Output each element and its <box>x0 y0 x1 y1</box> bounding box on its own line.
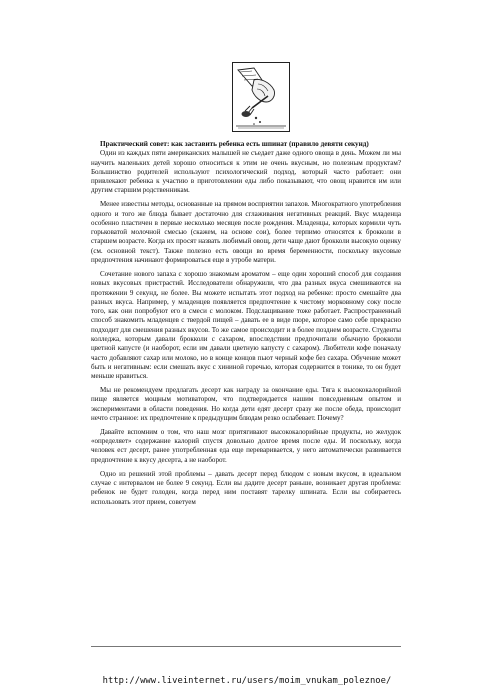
paragraph-2: Менее известны методы, основанные на прямом восприятии запахов. Многократного употребления одного и того же блюда бывает достаточно для сглаживания негативных реакций. Вкус младенца особенно пластичен в первые несколько месяцев после рождения. Младенцы, которых кормили чуть горьковатой молочной смесью (скажем, на основе сои), более терпимо относятся к брокколи в старшем возрасте. Когда их просят назвать любимый овощ, дети чаще дают брокколи высокую оценку (см. основной текст). Также полезно есть овощи во время беременности, поскольку вкусовые предпочтения начинают формироваться еще в утробе матери. <box>91 200 401 265</box>
paragraph-1: Один из каждых пяти американских малышей не съедает даже одного овоща в день. Можем ли мы научить маленьких детей хорошо относиться к этим не очень вкусным, но полезным продуктам? Большинство родителей используют психологический подход, который часто работает: они привлекают ребенка к участию в приготовлении еды либо показывают, что овощ нравится им или другим старшим родственникам. <box>91 149 401 195</box>
article-body <box>91 140 401 511</box>
paragraph-4: Мы не рекомендуем предлагать десерт как награду за окончание еды. Тяга к высококалорийной пище является мощным мотиватором, что подтверждается нашим повседневным опытом и экспериментами в области поведения. Но когда дети едят десерт сразу же после обеда, происходит нечто странное: их предпочтение к предыдущим блюдам резко ослабевает. Почему? <box>91 386 401 422</box>
hand-eating-spinach-icon <box>232 62 290 132</box>
paragraph-5: Давайте вспомним о том, что наш мозг притягивают высококалорийные продукты, но желудок «определяет» содержание калорий спустя довольно долгое время после еды. И поскольку, когда человек ест десерт, ранее употребленная еда еще переваривается, у него автоматически развивается предпочтение к вкусу десерта, а не наоборот. <box>91 427 401 464</box>
paragraph-6: Одно из решений этой проблемы – давать десерт перед блюдом с новым вкусом, в идеальном случае с интервалом не более 9 секунд. Если вы дадите десерт раньше, возникает другая проблема: ребенок не будет голоден, когда перед ним поставят тарелку шпината. Если вы собираетесь использовать этот прием, советуем <box>91 469 401 506</box>
footer-url[interactable]: http://www.liveinternet.ru/users/moim_vnukam_poleznoe/ <box>102 676 392 686</box>
footer-divider <box>91 646 401 647</box>
paragraph-3: Сочетание нового запаха с хорошо знакомым ароматом – еще один хороший способ для создания новых вкусовых пристрастий. Исследователи обнаружили, что два разных вкуса смешиваются на протяжении 9 секунд, не более. Вы можете испытать этот подход на ребенке: просто смешайте два разных вкуса. Например, у младенцев появляется предпочтение к чистому морковному соку после того, как они попробуют его в смеси с молоком. Подслащивание тоже работает. Распространенный способ знакомить младенцев с твердой пищей – давать ее в виде пюре, которое само себе прекрасно подходит для смешения разных вкусов. То же самое происходит и в более позднем возрасте. Студенты колледжа, которым давали брокколи с сахаром, впоследствии предпочитали обычную брокколи цветной капусте (и наоборот, если им давали цветную капусту с сахаром). Любители кофе поначалу часто добавляют сахар или молоко, но в конце концов пьют черный кофе без сахара. Обучение может быть и негативным: если смешать вкус с хининой горечью, которая содержится в тонике, то он будет меньше нравиться. <box>91 269 401 381</box>
article-heading: Практический совет: как заставить ребенка есть шпинат (правило девяти секунд) <box>100 140 369 148</box>
